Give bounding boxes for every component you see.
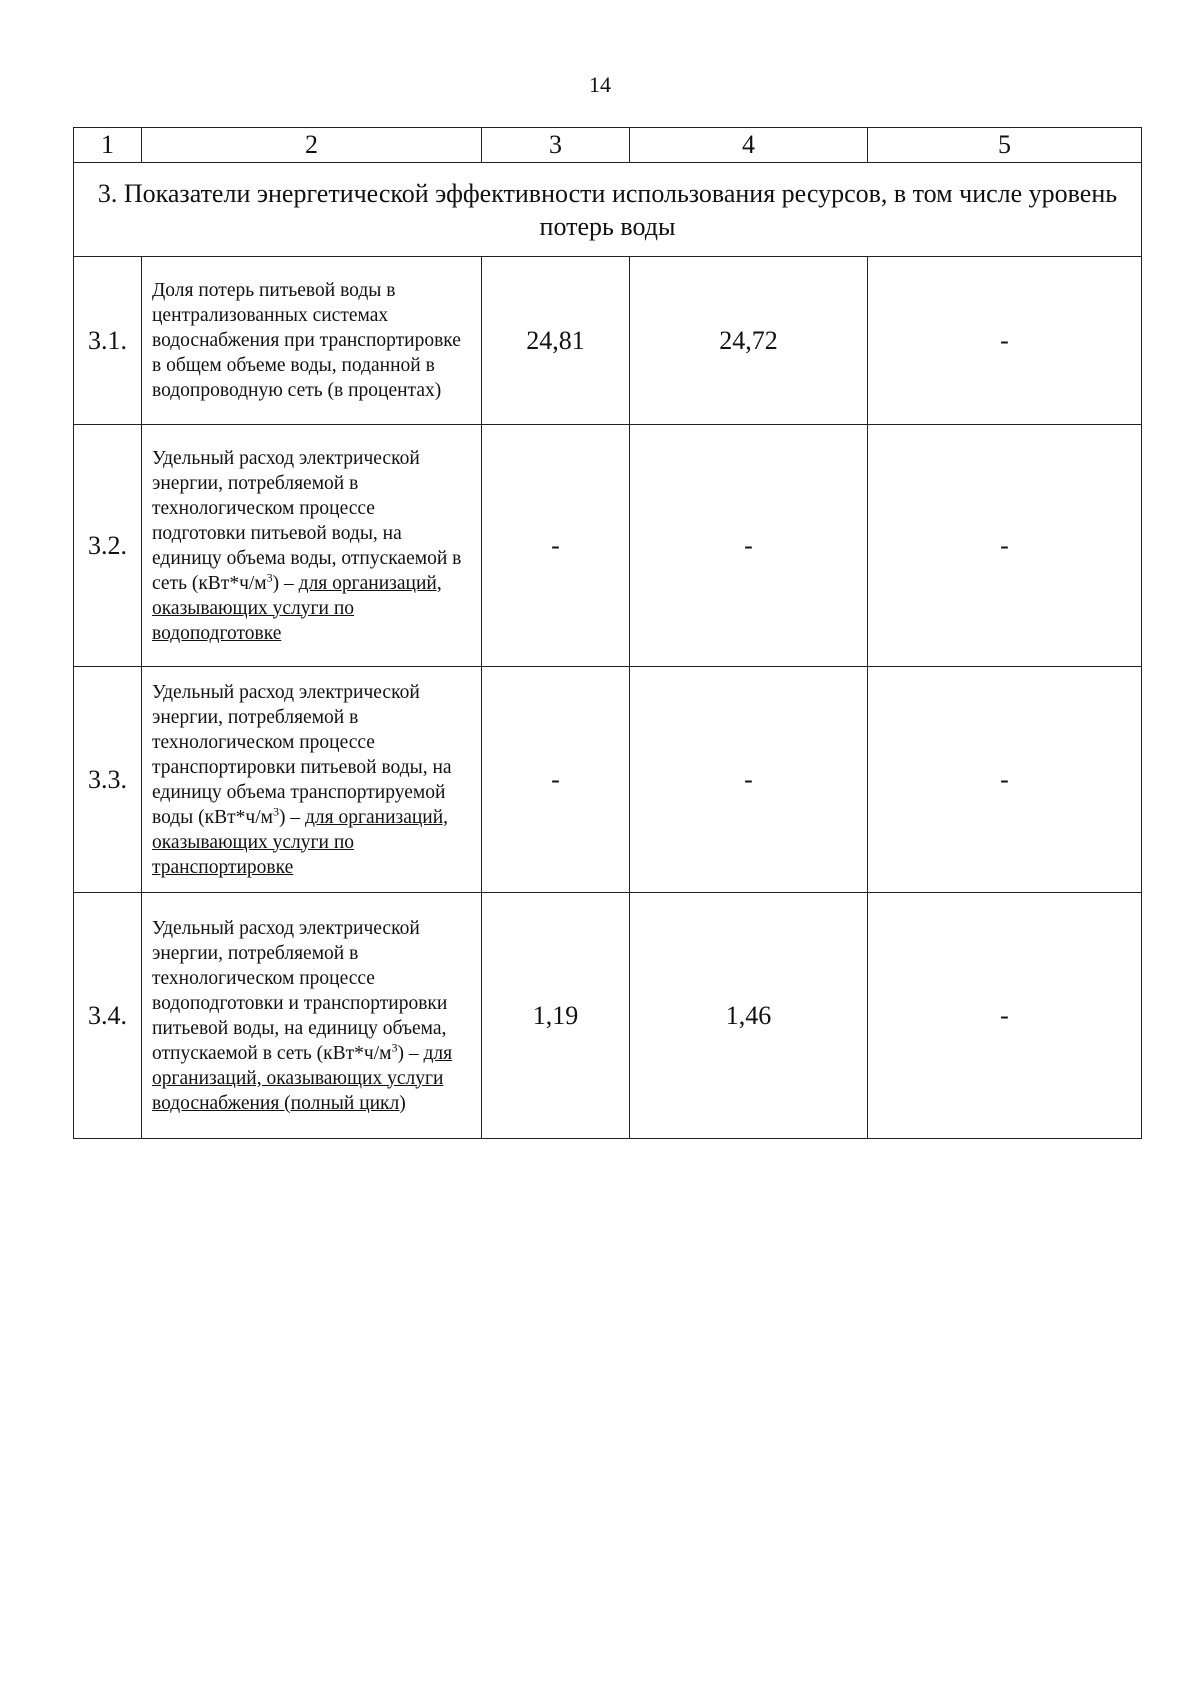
value-col4: 1,46 — [630, 893, 868, 1139]
table-row — [74, 425, 1142, 667]
value-col3: - — [482, 667, 630, 893]
table-row — [74, 893, 1142, 1139]
value-col4: 24,72 — [630, 257, 868, 425]
indicators-table — [73, 127, 1142, 1139]
column-number-5: 5 — [868, 128, 1142, 163]
value-col5: - — [868, 667, 1142, 893]
table-row — [74, 667, 1142, 893]
description-text: Удельный расход электрической энергии, потребляемой в технологическом процессе водоподготовки и транспортировки питьевой воды, на единицу объема, отпускаемой в сеть (кВт*ч/м — [152, 917, 448, 1064]
description-text: Удельный расход электрической энергии, потребляемой в технологическом процессе подготовки питьевой воды, на единицу объема воды, отпускаемой в сеть (кВт*ч/м — [152, 447, 462, 594]
row-description — [142, 425, 482, 667]
superscript: 3 — [266, 570, 273, 584]
value-col5: - — [868, 893, 1142, 1139]
value-col3: 1,19 — [482, 893, 630, 1139]
section-heading-row — [74, 163, 1142, 257]
description-underlined: для организаций, оказывающих услуги по водоподготовке — [152, 572, 442, 644]
row-number: 3.1. — [74, 257, 142, 425]
row-number: 3.4. — [74, 893, 142, 1139]
section-title: 3. Показатели энергетической эффективности использования ресурсов, в том числе уровень потерь воды — [74, 163, 1142, 257]
description-text-after: ) – — [397, 1042, 424, 1064]
value-col5: - — [868, 257, 1142, 425]
description-underlined: для организаций, оказывающих услуги водоснабжения (полный цикл) — [152, 1042, 453, 1114]
superscript: 3 — [272, 804, 279, 818]
column-number-2: 2 — [142, 128, 482, 163]
table-row — [74, 257, 1142, 425]
row-description — [142, 667, 482, 893]
value-col3: - — [482, 425, 630, 667]
value-col3: 24,81 — [482, 257, 630, 425]
value-col4: - — [630, 667, 868, 893]
column-number-4: 4 — [630, 128, 868, 163]
row-description — [142, 893, 482, 1139]
value-col5: - — [868, 425, 1142, 667]
description-underlined: для организаций, оказывающих услуги по транспортировке — [152, 806, 449, 878]
column-number-1: 1 — [74, 128, 142, 163]
column-number-3: 3 — [482, 128, 630, 163]
description-text-after: ) – — [278, 806, 305, 828]
value-col4: - — [630, 425, 868, 667]
row-number: 3.3. — [74, 667, 142, 893]
superscript: 3 — [391, 1040, 398, 1054]
column-number-row — [74, 128, 1142, 163]
row-description: Доля потерь питьевой воды в централизованных системах водоснабжения при транспортировке в общем объеме воды, поданной в водопроводную сеть (в процентах) — [142, 257, 482, 425]
page-number: 14 — [589, 72, 611, 97]
row-number: 3.2. — [74, 425, 142, 667]
description-text: Удельный расход электрической энергии, потребляемой в технологическом процессе транспортировки питьевой воды, на единицу объема транспортируемой воды (кВт*ч/м — [152, 681, 452, 828]
description-text-after: ) – — [272, 572, 299, 594]
